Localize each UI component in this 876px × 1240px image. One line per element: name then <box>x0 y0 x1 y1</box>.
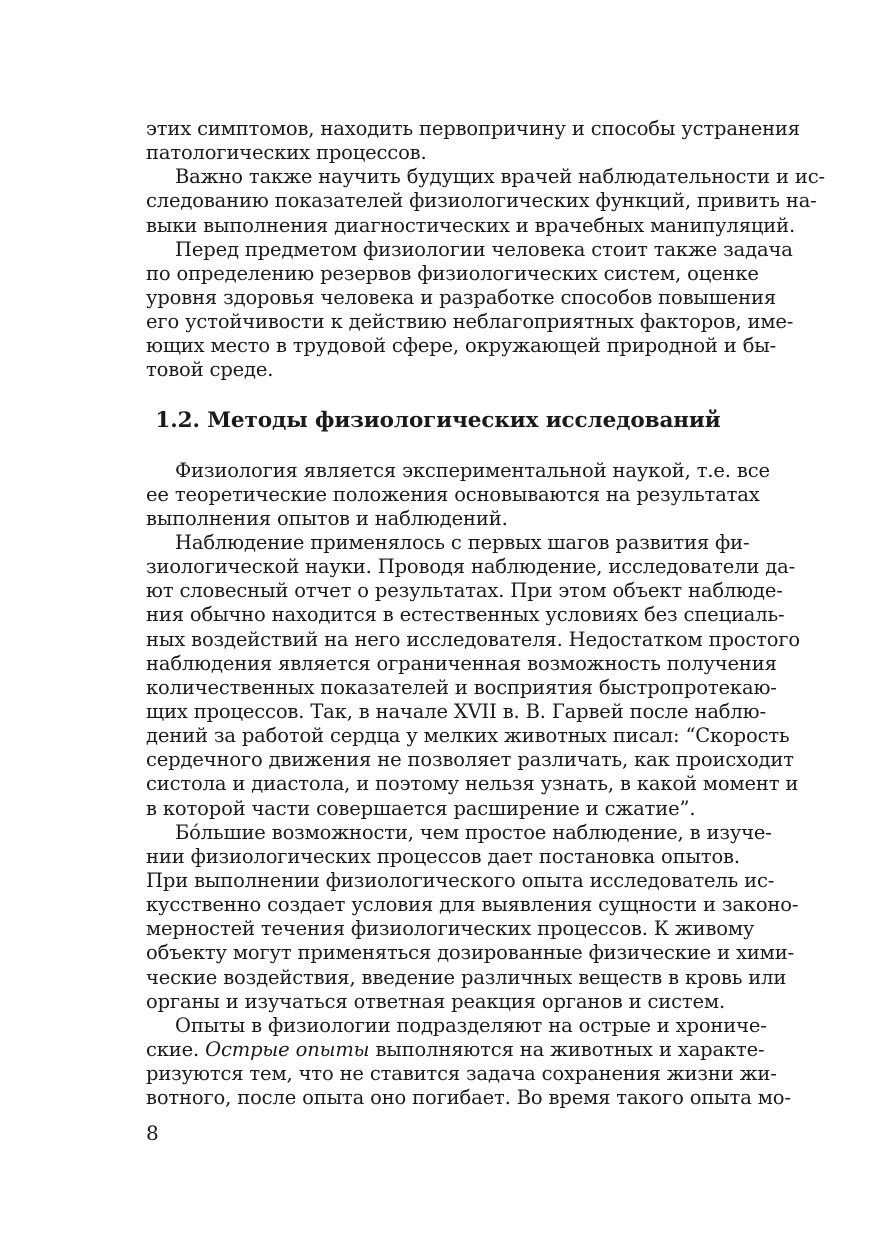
text-line: ческие воздействия, введение различных веществ в кровь или <box>146 965 787 989</box>
paragraph <box>146 165 825 237</box>
text-line: Опыты в физиологии подразделяют на острые и хрониче- <box>175 1013 767 1037</box>
text-line-with-italic <box>146 1037 765 1062</box>
text-line: кусственно создает условия для выявления сущности и законо- <box>146 893 799 917</box>
text-line: систола и диастола, и поэтому нельзя узнать, в какой момент и <box>146 772 799 796</box>
section-heading: 1.2. Методы физиологических исследований <box>155 407 721 433</box>
text-line: ния обычно находится в естественных условиях без специаль- <box>146 603 785 627</box>
text-line: следованию показателей физиологических функций, привить на- <box>146 189 817 213</box>
text-line: его устойчивости к действию неблагоприятных факторов, име- <box>146 310 794 334</box>
text-line: Наблюдение применялось с первых шагов развития фи- <box>175 530 750 554</box>
text-line: нии физиологических процессов дает постановка опытов. <box>146 844 740 868</box>
text-line: зиологической науки. Проводя наблюдение, исследователи да- <box>146 555 796 579</box>
text-line: товой среде. <box>146 358 274 382</box>
text-line: ют словесный отчет о результатах. При этом объект наблюде- <box>146 579 783 603</box>
text-line: ющих место в трудовой сфере, окружающей природной и бы- <box>146 334 777 358</box>
text-line: вотного, после опыта оно погибает. Во время такого опыта мо- <box>146 1086 791 1110</box>
text-line: ее теоретические положения основываются на результатах <box>146 482 760 506</box>
paragraph <box>146 1013 791 1111</box>
paragraph <box>146 530 801 821</box>
text-line: количественных показателей и восприятия быстропротекаю- <box>146 675 777 699</box>
text-line: ных воздействий на него исследователя. Недостатком простого <box>146 627 801 651</box>
text-line: сердечного движения не позволяет различать, как происходит <box>146 748 794 772</box>
text-line: выполнения опытов и наблюдений. <box>146 506 508 530</box>
text-line: в которой части совершается расширение и сжатие”. <box>146 796 696 820</box>
paragraph <box>146 237 794 383</box>
text-line: уровня здоровья человека и разработке способов повышения <box>146 285 776 309</box>
text-column <box>146 117 825 1110</box>
text-line: щих процессов. Так, в начале XVII в. В. Гарвей после наблю- <box>146 699 766 723</box>
paragraph <box>146 117 800 165</box>
text-line: патологических процессов. <box>146 141 427 165</box>
text-line: Физиология является экспериментальной наукой, т.е. все <box>175 458 770 482</box>
text-line: по определению резервов физиологических систем, оценке <box>146 261 759 285</box>
text-line: Бо́льшие возможности, чем простое наблюдение, в изуче- <box>175 820 772 844</box>
text-line: дений за работой сердца у мелких животных писал: “Скорость <box>146 724 790 748</box>
italic-term: Острые опыты <box>205 1037 370 1061</box>
text-line: наблюдения является ограниченная возможность получения <box>146 651 777 675</box>
text-line: мерностей течения физиологических процессов. К живому <box>146 917 755 941</box>
text-line: ризуются тем, что не ставится задача сохранения жизни жи- <box>146 1062 777 1086</box>
text-run: ские. <box>146 1037 206 1061</box>
page-number: 8 <box>146 1121 159 1145</box>
text-line: органы и изучаться ответная реакция органов и систем. <box>146 989 726 1013</box>
paragraph <box>146 458 770 531</box>
text-line: объекту могут применяться дозированные физические и хими- <box>146 941 794 965</box>
text-line: Перед предметом физиологии человека стоит также задача <box>175 237 793 261</box>
text-line: этих симптомов, находить первопричину и способы устранения <box>146 117 800 140</box>
text-line: выки выполнения диагностических и врачебных манипуляций. <box>146 213 796 237</box>
paragraph <box>146 820 799 1014</box>
text-run: выполняются на животных и характе- <box>369 1037 765 1061</box>
text-line: Важно также научить будущих врачей наблюдательности и ис- <box>175 165 825 189</box>
text-line: При выполнении физиологического опыта исследователь ис- <box>146 868 775 892</box>
